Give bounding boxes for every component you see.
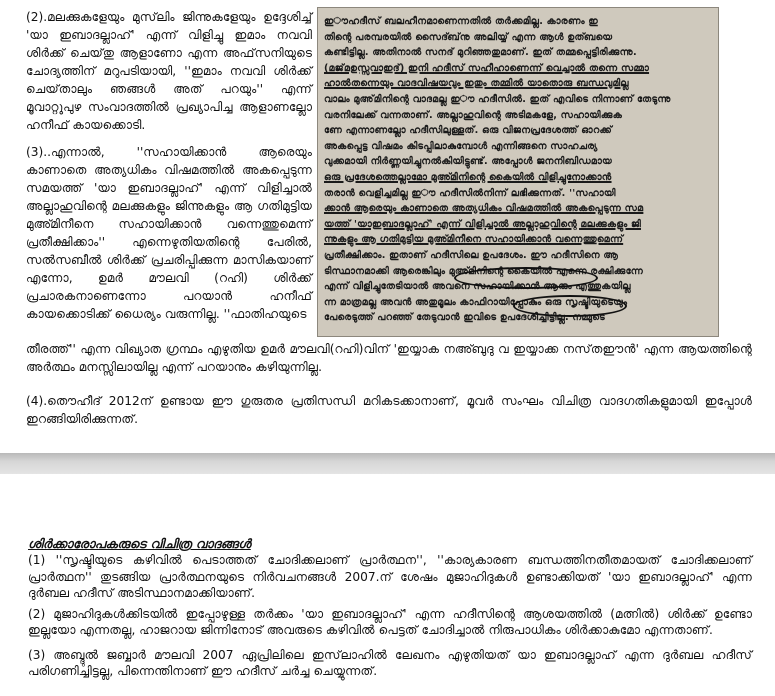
paragraph-3-continued: തീരത്ത്'' എന്ന വിഖ്യാത ഗ്രന്ഥം എഴുതിയ ഉമർ മൗലവി(റഹി)വിന് 'ഇയ്യാക നഅ്ബുദു വ ഇയ്യാക്ക നസ്‌തഈൻ' എന്ന ആയത്തിന്റെ അർത്ഥം മനസ്സിലായില്ല എന്ന് പറയാനും കഴിയുന്നില്ല. (26, 342, 752, 374)
list-item-2: (2) മുജാഹിദുകൾക്കിടയിൽ ഇപ്പോഴുള്ള തർക്കം 'യാ ഇബാദല്ലാഹ്' എന്ന ഹദീസിന്റെ ആശയത്തിൽ (മത്നിൽ) ശിർക്ക് ഉണ്ടോ ഇല്ലയോ എന്നതല്ല, ഹാജറായ ജിന്നിനോട് അവരുടെ കഴിവിൽ പെട്ടത് ചോദിച്ചാൽ നിരുപാധികം ശിർക്കാകുമോ എന്നതാണ്. (28, 606, 752, 637)
scan-line: തിന്റെ പരമ്പരയിൽ സൈദ്ബ്‌നു അലിയ്യ് എന്ന ആൾ ഉത്ബയെ (324, 31, 613, 43)
paragraph-4: (4).തൌഹീദ് 2012ന് ഉണ്ടായ ഈ ഗുരുതര പ്രതിസന്ധി മറികടക്കാനാണ്, മൂവർ സംഘം വിചിത്ര വാദഗതികളുമായി ഇപ്പോൾ ഇറങ്ങിയിരിക്കുന്നത്. (26, 394, 752, 426)
scan-line: എന്ന് വിളിച്ചുതേടിയാൽ അവനെ സഹായിക്കാൻ ആരും എത്തുകയില്ല (324, 281, 631, 293)
scan-line: ഇൗഹദീസ് ബലഹീനമാണെന്നതിൽ തർക്കമില്ല. കാരണം ഇ (324, 16, 598, 27)
claims-list (28, 552, 752, 684)
scan-line: അകപ്പെട്ട വിഷമം കിടപ്പിലാകുമ്പോൾ എന്നിങ്ങനെ സാഹചര്യ (324, 140, 598, 152)
scan-line: ന്ന മാത്രമല്ല അവൻ അതുമൂലം കാഫിറായിപ്പോകും ഒരു സൃഷ്ടിയുടെയും (324, 296, 628, 308)
scan-line: യത്ത് 'യാഇബാദല്ലാഹ്' എന്ന് വിളിച്ചാൽ അല്ലാഹുവിന്റെ മലക്കുകളും ജി (324, 218, 641, 230)
section-heading: ശിർക്കാരോപകരുടെ വിചിത്ര വാദങ്ങൾ (28, 536, 251, 551)
scan-line: വാലം മുഅ്‌മിനിന്റെ വാദമല്ല ഇൗ ഹദീസിൽ. ഇത് എവിടെ നിന്നാണ് തേടുന്നു (324, 93, 671, 105)
scan-line: പ്രതീക്ഷിക്കാം. ഇതാണ് ഹദീസിലെ ഉപദേശം. ഈ ഹദീസിനെ ആ (324, 249, 619, 261)
page-divider (0, 453, 775, 474)
scan-circle-mark (454, 267, 598, 289)
scan-line: (മജ്‌മഉസ്സവാഇദ്) ഇനി ഹദീസ് സഹീഹാണെന്ന് വെച്ചാൽ തന്നെ സമ്മാ (324, 62, 650, 74)
list-item-3: (3) അബ്ദുൽ ജബ്ബാർ മൗലവി 2007 ഏപ്രിലിലെ ഇസ്‌ലാഹിൽ ലേഖനം എഴുതിയത് യാ ഇബാദല്ലാഹ് എന്ന ദുർബല ഹദീസ് പരിഗണിച്ചിട്ടല്ല, പിന്നെന്തിനാണ് ഈ ഹദീസ് ചർച്ച ചെയ്യുന്നത്. (28, 647, 752, 678)
paragraph-3-start: (3)..എന്നാൽ, ''സഹായിക്കാൻ ആരെയും കാണാതെ അത്യധികം വിഷമത്തിൽ അകപ്പെടുന്ന സമയത്ത് 'യാ ഇബാദല്ലാഹ്' എന്ന് വിളിച്ചാൽ അല്ലാഹുവിന്റെ മലക്കുകളും ജിന്നുകളും ആ ഗതിമുട്ടിയ മുഅ്മിനീനെ സഹായിക്കാൻ വന്നെത്തുമെന്ന് പ്രതീക്ഷിക്കാം'' എന്നെഴുതിയതിന്റെ പേരിൽ, സൽസബീൽ ശിർക്ക് പ്രചരിപ്പിക്കുന്ന മാസികയാണ് എന്നോ, ഉമർ മൗലവി (റഹി) ശിർക്ക് പ്രചാരകനാണെന്നോ പറയാൻ ഹനീഫ് കായക്കൊടിക്ക് ധൈര്യം വരുന്നില്ല. ''ഫാതിഹയുടെ (26, 145, 312, 321)
scan-line: ന്നുകളും ആ ഗതിമുട്ടിയ മുഅ്മിനീനെ സഹായിക്കാൻ വന്നെത്തുമെന്ന് (324, 234, 624, 246)
scan-line: പേരെടുത്ത് പറഞ്ഞ് തേടുവാൻ ഇവിടെ ഉപദേശിച്ചിട്ടില്ല. നമ്മുടെ (324, 312, 605, 324)
scan-line: കണ്ടിട്ടില്ല. അതിനാൽ സനദ് മുറിഞ്ഞതുമാണ്. ഇത് തമ്മപ്പെട്ടിരിക്കുന്നു. (324, 47, 637, 59)
scan-line: വുക്കമായി നിർണ്ണയിച്ചുനൽകിയിട്ടുണ്ട്. അപ്പോൾ ജനനിബിഡമായ (324, 156, 613, 168)
scan-line: ഒരു പ്രദേശത്തെല്ലാമോ മുഅ്മിനിന്റെ കൈയിൽ വിളിച്ചുനോക്കാൻ (324, 171, 612, 183)
scan-line: ക്കാൻ ആരെയും കാണാതെ അത്യധികം വിഷമത്തിൽ അകപ്പെടുന്ന സമ (324, 203, 644, 215)
scanned-article-image (317, 7, 719, 337)
scan-line: തരാൻ വെളിച്ചമില്ല ഇൗ ഹദീസിൽനിന്ന് ലഭിക്കുന്നത്. ''സഹായി (324, 187, 616, 199)
scan-line: ടിസ്ഥാനമാക്കി ആരെങ്കിലും മുഅ്മിനിന്റെ കൈയിൽ എന്നെ രക്ഷിക്കുന്നേ (324, 265, 644, 277)
list-item-1: (1) ''സൃഷ്ടിയുടെ കഴിവിൽ പെടാത്തത് ചോദിക്കലാണ് പ്രാർത്ഥന'', ''കാര്യകാരണ ബന്ധത്തിനതീതമായത് ചോദിക്കലാണ് പ്രാർത്ഥന'' തുടങ്ങിയ പ്രാർത്ഥനയുടെ നിർവചനങ്ങൾ 2007.ന് ശേഷം മുജാഹിദുകൾ ഉണ്ടാക്കിയത് 'യാ ഇബാദല്ലാഹ്' എന്ന ദുർബല ഹദീസ് അടിസ്ഥാനമാക്കിയാണ്. (28, 553, 752, 600)
scan-circle-mark (513, 295, 627, 317)
scan-line: ഹാൽതന്നെയും വാദവിഷയവും ഇതും തമ്മിൽ യാതൊരു ബന്ധവുമില്ല (324, 78, 629, 90)
scan-line: ണേ എന്നാണല്ലോ ഹദീസിലുള്ളത്. ഒരു വിജനപ്രദേശത്ത് ഓറക്ക് (324, 125, 613, 137)
left-text-column (26, 8, 312, 332)
paragraph-2: (2).മലക്കുകളേയും മുസ്‌ലിം ജിന്നുകളേയും ഉദ്ദേശിച്ച് 'യാ ഇബാദല്ലാഹ്' എന്ന് വിളിച്ചു ഇമാം നവവി ശിർക്ക് ചെയ്‌തു ആളാണോ എന്ന അഫ്‌സനിയുടെ ചോദ്യത്തിന് മറുപടിയായി, ''ഇമാം നവവി ശിർക്ക് ചെയ്‌താലും ഞങ്ങൾ അത് പറയും'' എന്ന് മൂവാറ്റുപുഴ സംവാദത്തിൽ പ്രഖ്യാപിച്ച ആളാണല്ലോ ഹനീഫ് കായക്കൊടി. (26, 10, 312, 132)
bottom-page-section (0, 474, 775, 696)
scan-line: വരനിലേക്ക് വന്നതാണ്. അല്ലാഹുവിന്റെ അടിമകളേ, സഹായിക്കുക (324, 109, 623, 121)
